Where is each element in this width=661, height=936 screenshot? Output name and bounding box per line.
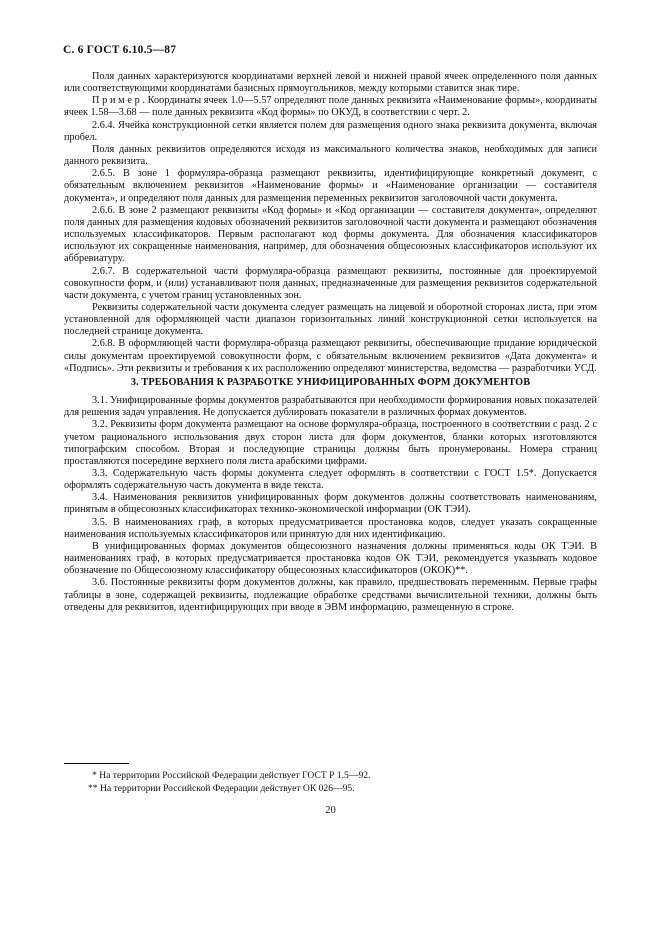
paragraph: Поля данных характеризуются координатами верхней левой и нижней правой ячеек определенного поля данных или соответствующими координатами базисных прямоугольников, между которыми ставится знак тире. (64, 71, 597, 95)
paragraph: 2.6.5. В зоне 1 формуляра-образца размещают реквизиты, идентифицирующие конкретный документ, с обязательным включением реквизитов «Наименование формы» и «Наименование организации — составителя документа», и определяют поля данных для размещения переменных реквизитов заголовочной части документа. (64, 168, 597, 204)
section-title: 3. ТРЕБОВАНИЯ К РАЗРАБОТКЕ УНИФИЦИРОВАННЫХ ФОРМ ДОКУМЕНТОВ (130, 376, 531, 388)
section-paragraph: 3.2. Реквизиты форм документа размещают на основе формуляра-образца, построенного в соответствии с разд. 2 с учетом рационального использования двух сторон листа для форм документов, бланки которых изготовляются типографским способом. Вторая и последующие страницы должны быть пронумерованы. Номера страниц проставляются посередине верхнего поля листа арабскими цифрами. (64, 419, 597, 467)
footnote: * На территории Российской Федерации действует ГОСТ Р 1.5—92. (92, 770, 371, 781)
paragraph: 2.6.6. В зоне 2 размещают реквизиты «Код формы» и «Код организации — составителя документа», определяют поля данных для размещения кодовых обозначений реквизитов заголовочной части документа и размещают обозначения используемых классификаторов. Первым располагают код формы документа. Для обозначения классификаторов используют их сокращенные наименования, например, для обозначения общесоюзных классификаторов используют их аббревиатуру. (64, 204, 597, 265)
footnote-divider (64, 763, 129, 764)
section-paragraph: 3.5. В наименованиях граф, в которых предусматривается простановка кодов, следует указать сокращенные наименования используемых классификаторов или принятую для них идентификацию. (64, 516, 597, 540)
paragraph: 2.6.8. В оформляющей части формуляра-образца размещают реквизиты, обеспечивающие придание юридической силы документам проектируемой совокупности форм, с обязательным включением реквизитов «Дата документа» и «Подпись». Эти реквизиты и требования к их расположению определяют министерства, ведомства — разработчики УСД. (64, 338, 597, 374)
paragraph: Поля данных реквизитов определяются исходя из максимального количества знаков, необходимых для записи данного реквизита. (64, 143, 597, 168)
paragraph: 2.6.4. Ячейка конструкционной сетки является полем для размещения одного знака реквизита документа, включая пробел. (64, 119, 597, 143)
paragraph: 2.6.7. В содержательной части формуляра-образца размещают реквизиты, постоянные для проектируемой совокупности форм, и (или) устанавливают поля данных, предназначенные для размещения реквизитов содержательной части документа, с учетом границ установленных зон. (64, 265, 597, 301)
page-header: С. 6 ГОСТ 6.10.5—87 (63, 44, 177, 56)
paragraph: Реквизиты содержательной части документа следует размещать на лицевой и оборотной сторонах листа, при этом установленной для оформляющей части диапазон горизонтальных линий конструкционной сетки используется на последней странице документа. (64, 301, 597, 338)
section-paragraph: 3.1. Унифицированные формы документов разрабатываются при необходимости формирования новых показателей для решения задач управления. Не допускается дублировать показатели в различных формах документов. (64, 395, 597, 419)
section-paragraph: 3.4. Наименования реквизитов унифицированных форм документов должны соответствовать наименованиям, принятым в общесоюзных классификаторах технико-экономической информации (ОК ТЭИ). (64, 492, 597, 516)
page-number: 20 (325, 805, 336, 816)
document-body (64, 71, 597, 614)
footnote: ** На территории Российской Федерации действует ОК 026—95. (88, 782, 355, 794)
section-paragraph: В унифицированных формах документов общесоюзного назначения должны применяться коды ОК ТЭИ. В наименованиях граф, в которых предусматривается простановка кодов ОК ТЭИ, рекомендуется указывать кодовое обозначение по Общесоюзному классификатору общесоюзных классификаторов (ОКОК)**. (64, 540, 597, 577)
footnotes (64, 770, 597, 795)
section-paragraph: 3.3. Содержательную часть формы документа следует оформлять в соответствии с ГОСТ 1.5*. Допускается оформлять содержательную часть документа в виде текста. (64, 468, 597, 492)
paragraph: П р и м е р . Координаты ячеек 1.0—5.57 определяют поле данных реквизита «Наименование формы», координаты ячеек 1.58—3.68 — поле данных реквизита «Код формы» по ОКУД, в соответствии с черт. 2. (64, 95, 597, 119)
section-paragraph: 3.6. Постоянные реквизиты форм документов должны, как правило, предшествовать переменным. Первые графы таблицы в зоне, содержащей реквизиты, подлежащие обработке средствами вычислительной техники, должны быть отведены для реквизитов, идентифицирующих при вводе в ЭВМ информацию, размещенную в строке. (64, 577, 597, 613)
